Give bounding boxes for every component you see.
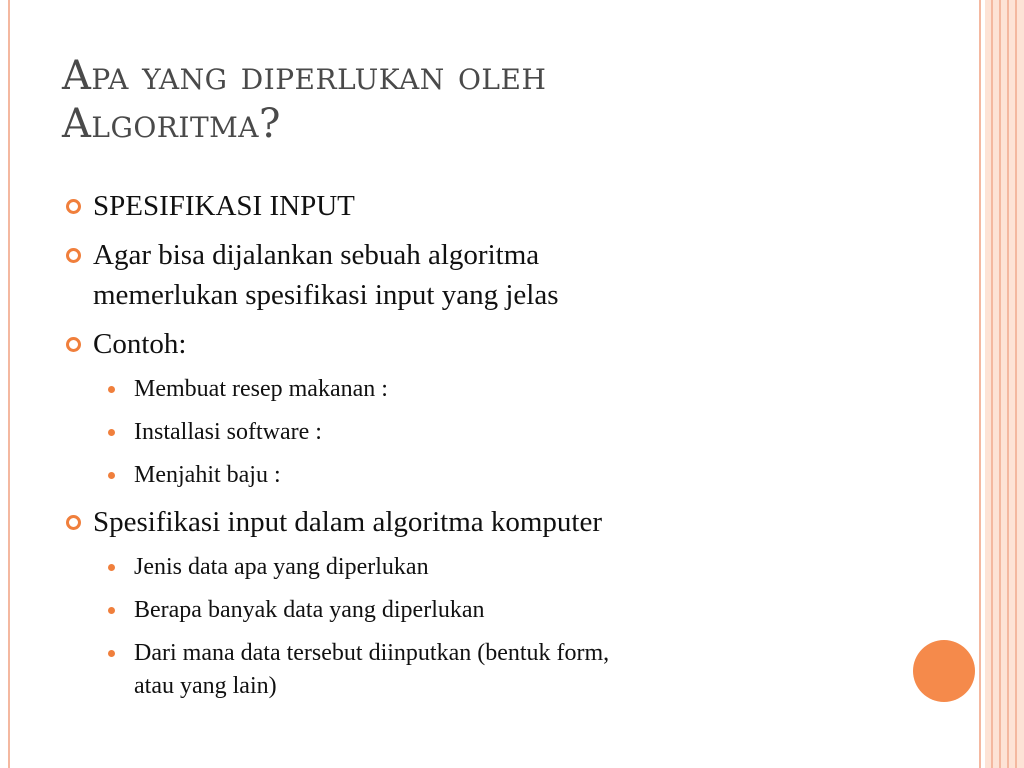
- slide-title-line: Algoritma?: [62, 101, 281, 147]
- slide-title: [62, 52, 922, 148]
- right-frame-band: [985, 0, 1024, 768]
- bullet-item: [64, 502, 864, 542]
- sub-bullet-item: [64, 373, 864, 406]
- bullet-item: [64, 235, 864, 315]
- dot-bullet-icon: [108, 386, 115, 393]
- sub-bullet-item: [64, 594, 864, 627]
- sub-bullet-text: Menjahit baju :: [134, 462, 281, 488]
- ring-bullet-icon: [66, 199, 81, 214]
- sub-bullet-text: Berapa banyak data yang diperlukan: [134, 597, 485, 623]
- sub-bullet-item: [64, 551, 864, 584]
- dot-bullet-icon: [108, 564, 115, 571]
- sub-bullet-text: Jenis data apa yang diperlukan: [134, 554, 429, 580]
- bullet-list: [64, 186, 864, 713]
- sub-bullet-text: Installasi software :: [134, 419, 322, 445]
- dot-bullet-icon: [108, 429, 115, 436]
- dot-bullet-icon: [108, 607, 115, 614]
- dot-bullet-icon: [108, 650, 115, 657]
- right-frame-line: [979, 0, 981, 768]
- right-frame-stripe: [1015, 0, 1017, 768]
- bullet-text: Spesifikasi input dalam algoritma komputer: [93, 506, 603, 538]
- right-frame-stripe: [1007, 0, 1009, 768]
- bullet-item: [64, 324, 864, 364]
- bullet-text: memerlukan spesifikasi input yang jelas: [93, 279, 559, 311]
- sub-bullet-text: Dari mana data tersebut diinputkan (bentuk form,: [134, 640, 610, 666]
- ring-bullet-icon: [66, 337, 81, 352]
- dot-bullet-icon: [108, 472, 115, 479]
- left-frame-line: [8, 0, 10, 768]
- bullet-text: Contoh:: [93, 328, 187, 360]
- sub-bullet-item: [64, 416, 864, 449]
- right-frame-stripe: [999, 0, 1001, 768]
- sub-bullet-text: Membuat resep makanan :: [134, 376, 388, 402]
- right-frame-stripe: [991, 0, 993, 768]
- ring-bullet-icon: [66, 248, 81, 263]
- bullet-text: Agar bisa dijalankan sebuah algoritma: [93, 239, 540, 271]
- sub-bullet-text: atau yang lain): [134, 673, 277, 699]
- bullet-text: SPESIFIKASI INPUT: [93, 190, 355, 222]
- sub-bullet-item: [64, 637, 864, 703]
- decorative-circle: [913, 640, 975, 702]
- bullet-item: [64, 186, 864, 226]
- sub-bullet-item: [64, 459, 864, 492]
- ring-bullet-icon: [66, 515, 81, 530]
- slide-title-line: Apa yang diperlukan oleh: [62, 53, 547, 99]
